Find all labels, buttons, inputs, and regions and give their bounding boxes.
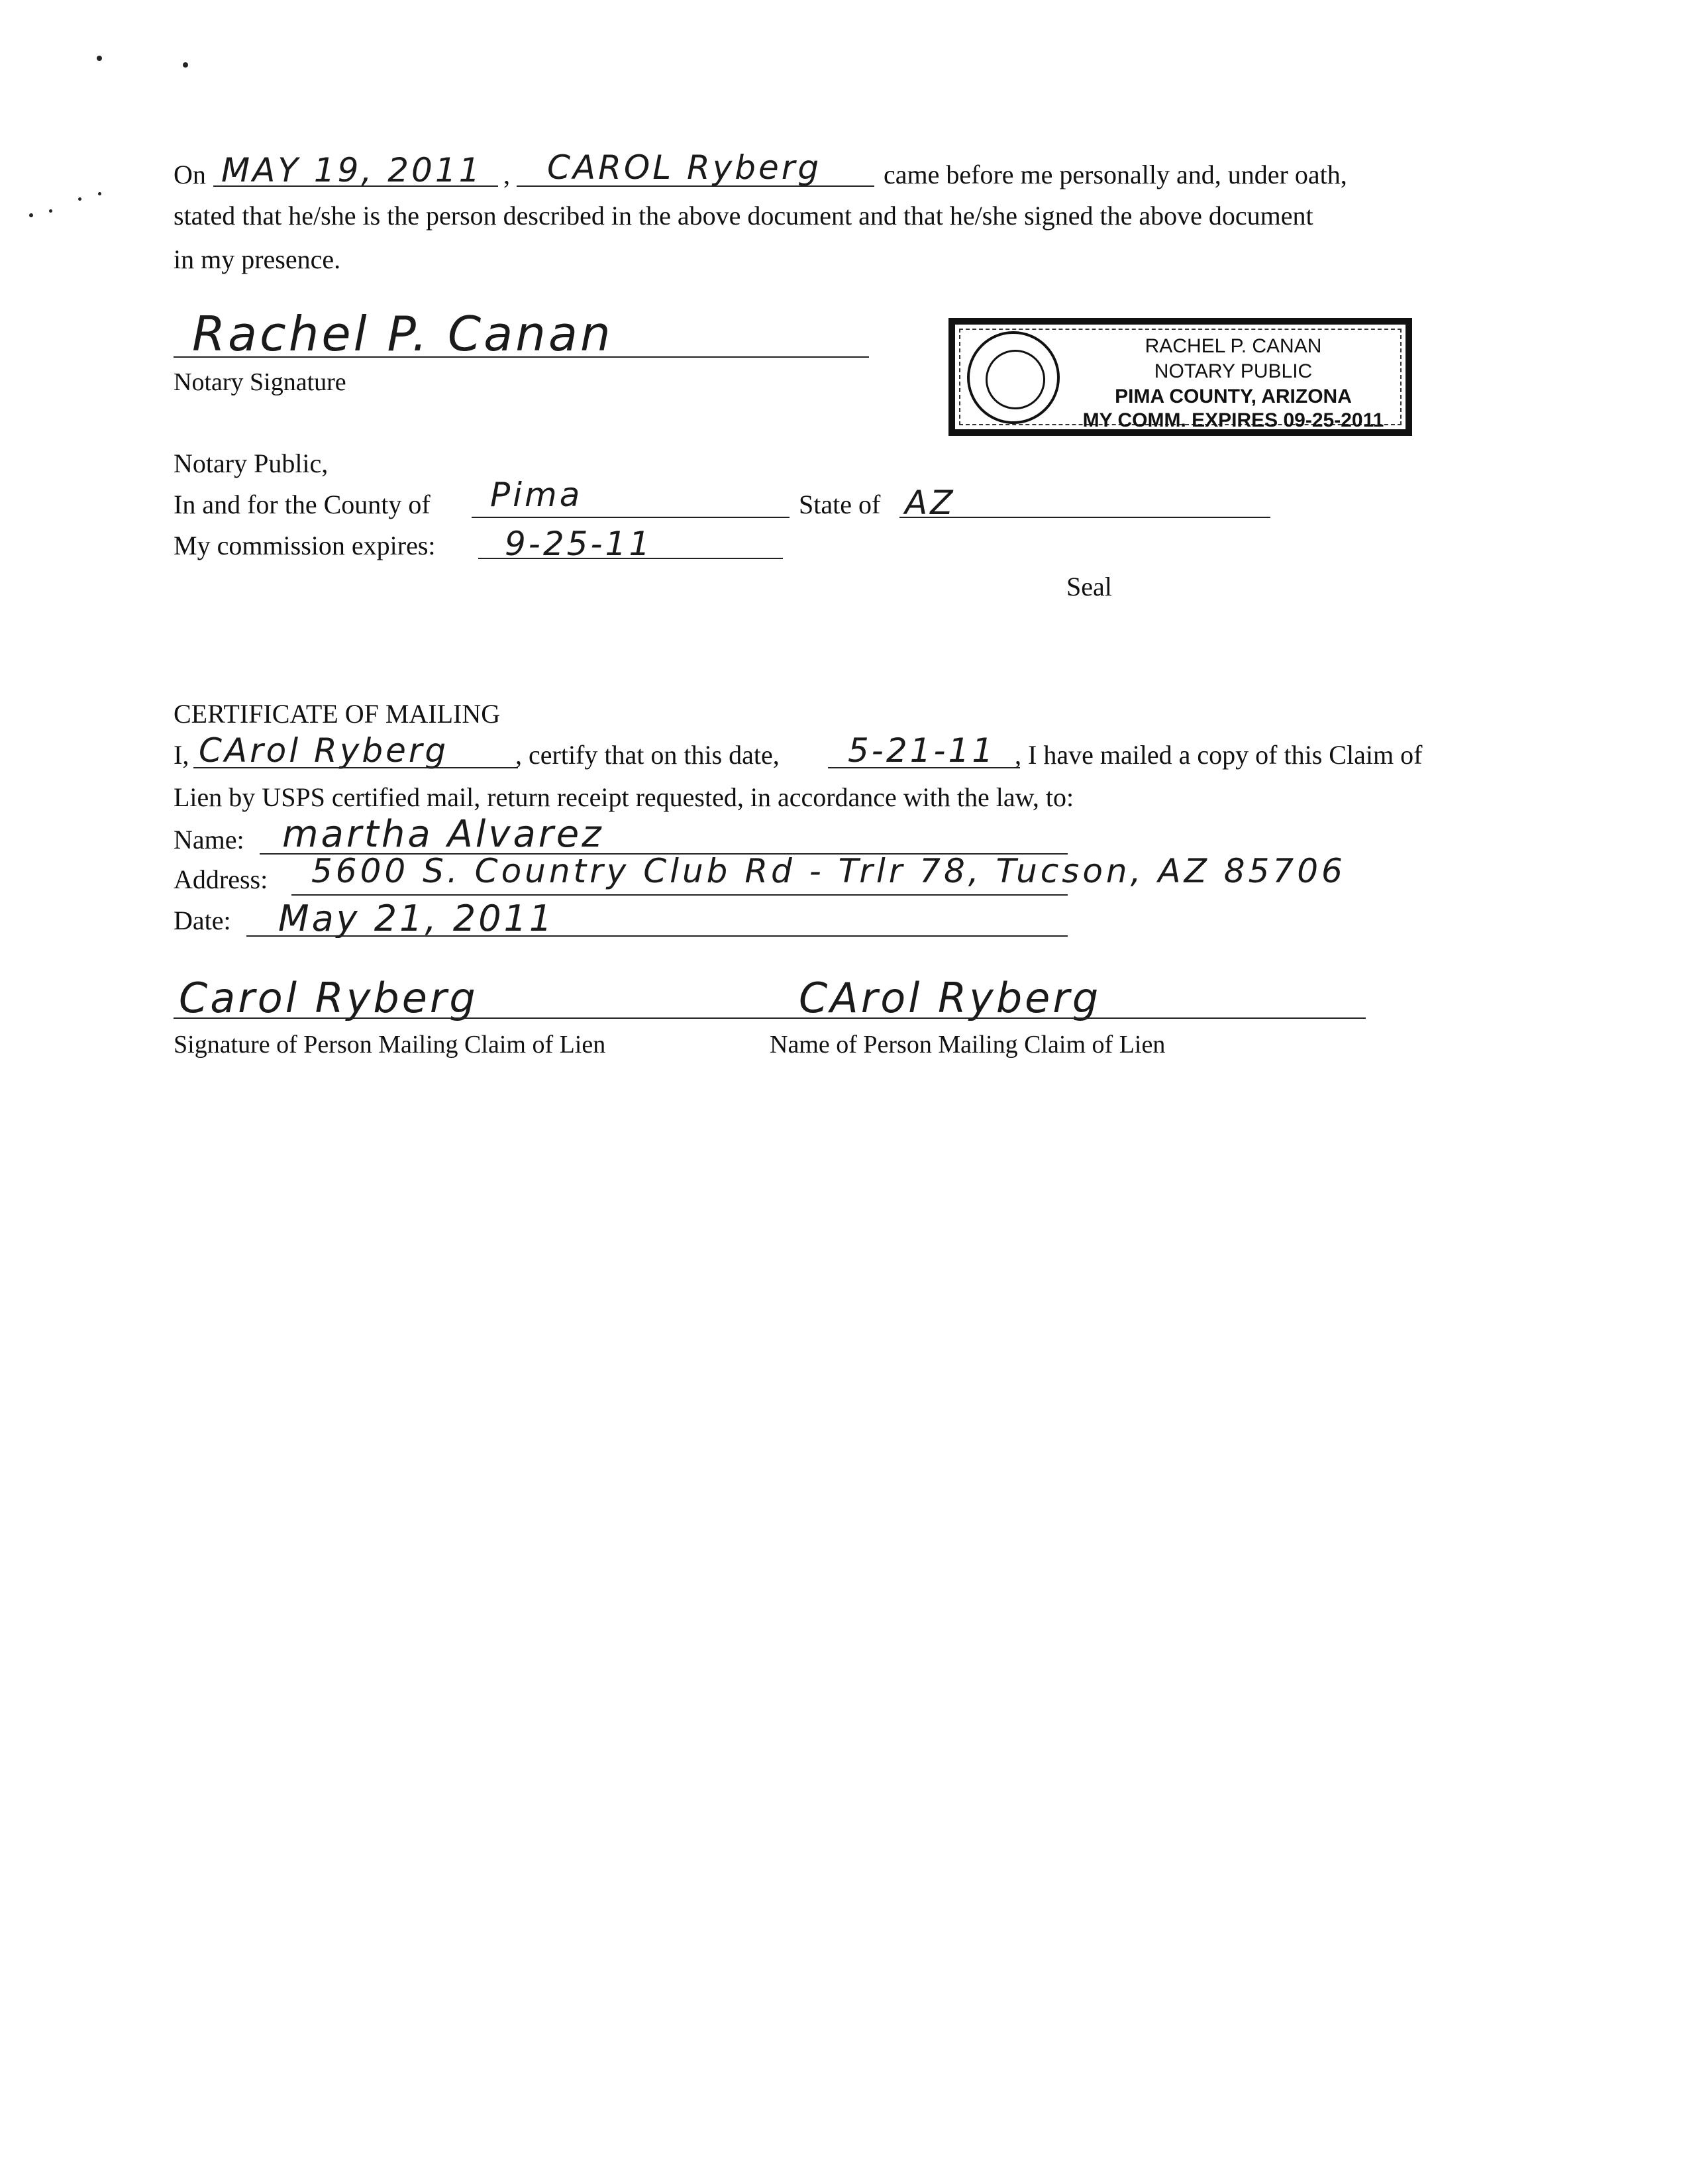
state-seal-icon [967,331,1060,424]
certificate-line2: Lien by USPS certified mail, return receipt requested, in accordance with the law, to: [174,782,1074,812]
notary-line2: stated that he/she is the person described in the above document and that he/she signed the above document [174,201,1313,231]
name-label: Name: [174,825,244,855]
stamp-title: NOTARY PUBLIC [1154,360,1313,382]
state-line [899,517,1270,518]
name-print-handwritten: CArol Ryberg [799,974,1101,1022]
notary-stamp [948,318,1412,436]
scan-speck [97,56,102,61]
notary-line3: in my presence. [174,244,341,274]
scan-speck [98,192,101,195]
name-handwritten: martha Alvarez [282,813,604,856]
state-handwritten: AZ [905,484,956,522]
date-value-handwritten: May 21, 2011 [278,898,555,939]
certify-date-handwritten: 5-21-11 [848,731,996,770]
scan-speck [78,197,81,201]
county-label: In and for the County of [174,490,431,519]
address-line [291,894,1068,896]
expires-handwritten: 9-25-11 [505,525,653,563]
stamp-expires: MY COMM. EXPIRES 09-25-2011 [1082,409,1384,431]
notary-signature-label: Notary Signature [174,368,346,396]
notary-date-line [213,185,498,187]
county-handwritten: Pima [490,476,583,514]
certify-date-line [828,767,1020,768]
notary-signature-line [174,356,869,358]
notary-public-label: Notary Public, [174,448,329,478]
expires-label: My commission expires: [174,531,436,560]
date-line [246,935,1068,937]
mailed-text: , I have mailed a copy of this Claim of [1015,740,1423,770]
stamp-name: RACHEL P. CANAN [1145,335,1322,357]
stamp-county: PIMA COUNTY, ARIZONA [1115,386,1352,407]
state-label: State of [799,490,881,519]
i-label: I, [174,740,189,770]
comma: , [503,160,510,189]
on-label: On [174,160,206,189]
notary-date-handwritten: MAY 19, 2011 [221,151,483,189]
mailer-signature-handwritten: Carol Ryberg [179,974,478,1022]
mailer-signature-line [174,1017,770,1019]
address-label: Address: [174,864,268,894]
expires-line [478,558,783,559]
certify-text: , certify that on this date, [515,740,780,770]
mailer-handwritten: CArol Ryberg [199,731,449,770]
date-label: Date: [174,906,231,935]
mailer-signature-label: Signature of Person Mailing Claim of Lien [174,1031,606,1059]
notary-signature-handwritten: Rachel P. Canan [192,306,613,362]
name-print-line [770,1017,1366,1019]
scan-speck [183,62,188,68]
seal-label: Seal [1066,572,1112,601]
address-handwritten: 5600 S. Country Club Rd - Trlr 78, Tucson, AZ 85706 [311,852,1346,890]
certificate-heading: CERTIFICATE OF MAILING [174,699,501,729]
mailer-line [193,767,518,768]
notary-line1-tail: came before me personally and, under oath, [884,160,1347,189]
notary-person-line [517,185,874,187]
county-line [472,517,790,518]
scan-speck [29,213,33,217]
name-print-label: Name of Person Mailing Claim of Lien [770,1031,1166,1059]
scan-speck [49,209,52,213]
notary-person-handwritten: CAROL Ryberg [547,148,822,187]
